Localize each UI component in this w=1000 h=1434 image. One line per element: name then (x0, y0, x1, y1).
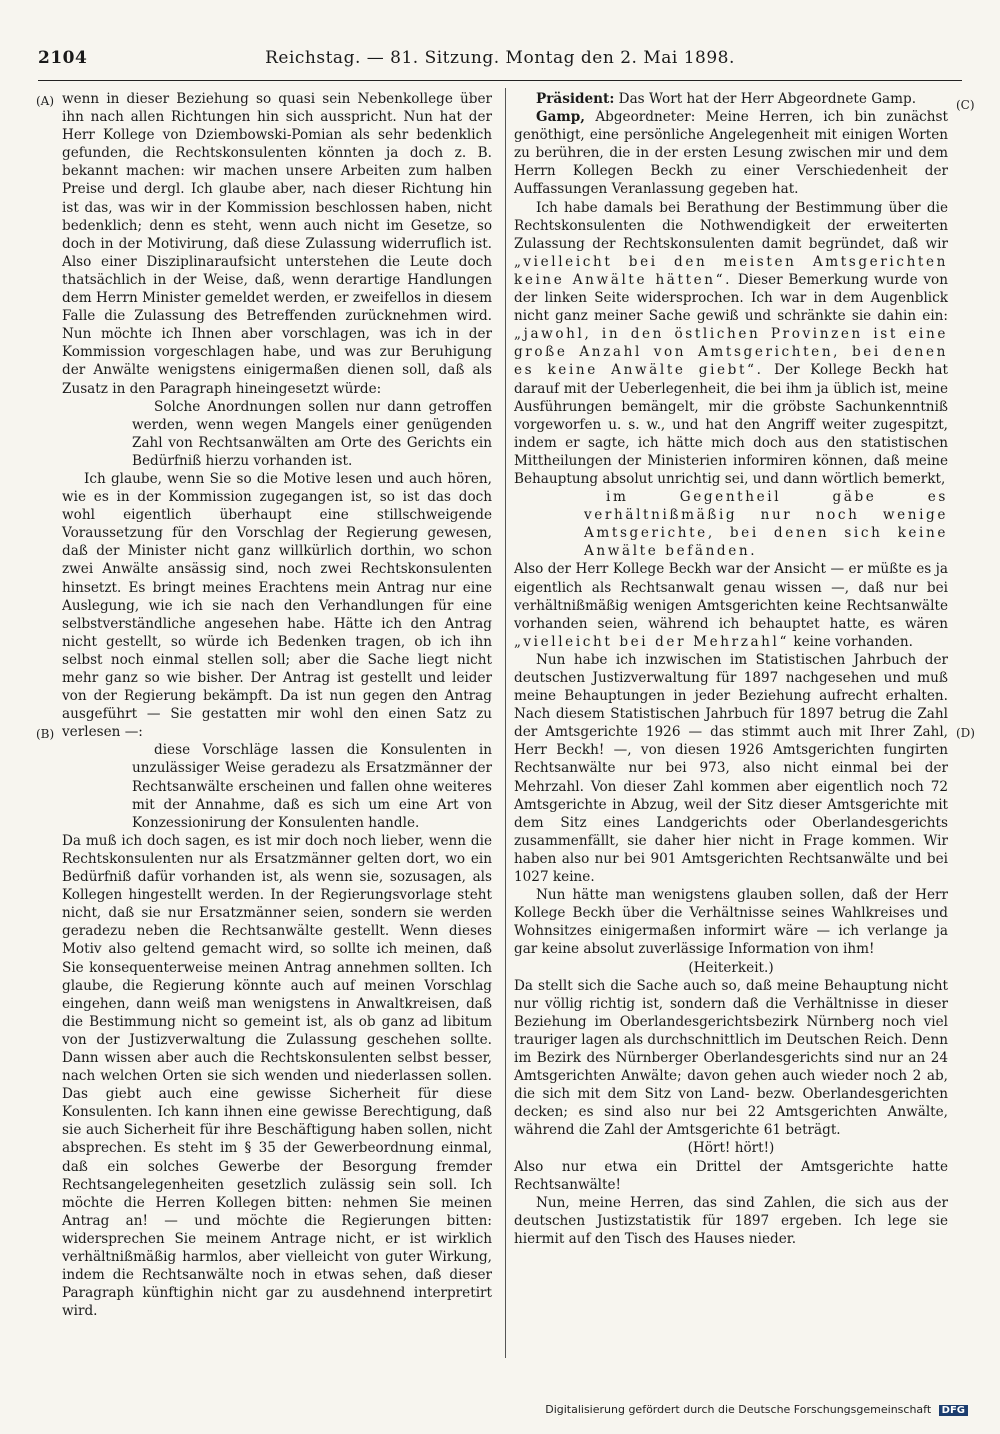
quoted-passage: diese Vorschläge lassen die Konsulenten in unzulässiger Weise geradezu als Ersatzmänner der Rechtsanwälte erscheinen und fallen ohne weiteres mit der Annahme, daß es sich um eine Art von Konzessionirung der Konsulenten handle. (132, 742, 492, 831)
paragraph: Nun hätte man wenigstens glauben sollen, daß der Herr Kollege Beckh über die Verhältnisse seines Wahlkreises und Wohnsitzes einigermaßen informirt wäre — ich verlange ja gar keine absolut zuverlässige Information von ihm! (514, 887, 948, 958)
paragraph: Nun, meine Herren, das sind Zahlen, die sich aus der deutschen Justizstatistik für 1897 ergeben. Ich lege sie hiermit auf den Tisch des Hauses nieder. (514, 1194, 948, 1247)
paragraph: Also nur etwa ein Drittel der Amtsgerichte hatte Rechtsanwälte! (514, 1158, 948, 1193)
quoted-passage: im Gegentheil gäbe es verhältnißmäßig nur noch wenige Amtsgerichte, bei denen sich keine Anwälte befänden. (584, 489, 948, 560)
right-column (514, 90, 948, 1248)
speaker-name: Präsident: (536, 91, 615, 107)
paragraph: Ich glaube, wenn Sie so die Motive lesen und auch hören, wie es in der Kommission zugegangen ist, so ist das doch wohl eigentlich überhaupt eine stillschweigende Voraussetzung für den Vorschlag der Regierung gewesen, daß der Minister nicht ganz willkürlich dorthin, wo schon zwei Anwälte ansässig sind, noch zwei Rechtskonsulenten hinsetzt. Es bringt meines Erachtens mein Antrag nur eine Auslegung, wie ich sie nach den Verhandlungen für eine selbstverständliche angesehen habe. Hätte ich den Antrag nicht gestellt, so würde ich Bedenken tragen, ob ich ihn selbst noch einmal stellen soll; aber die Sache liegt nicht mehr ganz so wie bisher. Der Antrag ist gestellt und leider von der Regierung bekämpft. Da ist nun gegen den Antrag ausgeführt — Sie gestatten mir wohl den einen Satz zu verlesen —: (62, 470, 492, 741)
speaker-line: Gamp, Abgeordneter: Meine Herren, ich bin zunächst genöthigt, eine persönliche Angelegenheit mit einigen Worten zu berühren, die in der ersten Lesung zwischen mir und dem Herrn Kollegen Beckh zu einer Verschiedenheit der Auffassungen Veranlassung gegeben hat. (514, 109, 948, 198)
header-rule (38, 80, 962, 81)
footer-text: Digitalisierung gefördert durch die Deutsche Forschungsgemeinschaft (545, 1403, 932, 1416)
paragraph: Da muß ich doch sagen, es ist mir doch noch lieber, wenn die Rechtskonsulenten nur als Ersatzmänner gelten dort, wo ein Bedürfniß dafür vorhanden ist, als wenn sie, sozusagen, als Kollegen hingestellt werden. In der Regierungsvorlage steht nicht, daß sie nur Ersatzmänner seien, sondern sie werden geradezu neben die Rechtsanwälte gestellt. Wenn dieses Motiv also geltend gemacht wird, so sollte ich meinen, daß Sie konsequenterweise meinen Antrag annehmen sollten. Ich glaube, die Regierung könnte auch auf meinen Vorschlag eingehen, dann weiß man wenigstens in Anwaltkreisen, daß die Bestimmung nicht so gemeint ist, als ob ganz ad libitum von der Justizverwaltung die Zulassung geschehen sollte. Dann wissen aber auch die Rechtskonsulenten selbst besser, nach welchen Orten sie sich wenden und niederlassen sollen. Das giebt auch eine gewisse Sicherheit für diese Konsulenten. Ich kann ihnen eine gewisse Berechtigung, daß sie auch Sicherheit für ihre Beschäftigung haben sollen, nicht absprechen. Es steht im § 35 der Gewerbeordnung einmal, daß ein solches Gewerbe der Besorgung fremder Rechtsangelegenheiten gesetzlich zulässig sein soll. Ich möchte die Herren Kollegen bitten: nehmen Sie meinen Antrag an! — und möchte die Regierungen bitten: widersprechen Sie meinem Antrage nicht, er ist wirklich verhältnißmäßig harmlos, aber vielleicht von guter Wirkung, indem die Rechtsanwälte noch in etwas sehen, daß dieser Paragraph künftighin nicht gar zu ausdehnend interpretirt wird. (62, 832, 492, 1320)
left-column (62, 90, 492, 1320)
paragraph: Ich habe damals bei Berathung der Bestimmung über die Rechtskonsulenten die Nothwendigkeit der erweiterten Zulassung der Rechtskonsulenten damit begründet, daß wir „vielleicht bei den meisten Amtsgerichten keine Anwälte hätten“. Dieser Bemerkung wurde von der linken Seite widersprochen. Ich war in dem Augenblick nicht ganz meiner Sache gewiß und schränkte sie dahin ein: „jawohl, in den östlichen Provinzen ist eine große Anzahl von Amtsgerichten, bei denen es keine Anwälte giebt“. Der Kollege Beckh hat darauf mit der Ueberlegenheit, die bei ihm ja üblich ist, meine Ausführungen bemängelt, mir die gröbste Sachunkenntniß vorgeworfen u. s. w., und hat den Angriff weiter zugespitzt, indem er sagte, ich hätte mich doch aus den statistischen Mittheilungen der Ministerien informiren können, daß meine Behauptung absolut unrichtig sei, und dann wörtlich bemerkt, (514, 199, 948, 487)
dfg-logo: DFG (939, 1405, 968, 1416)
page-header (38, 48, 962, 78)
interjection: (Heiterkeit.) (688, 959, 774, 976)
paragraph: wenn in dieser Beziehung so quasi sein Nebenkollege über ihn nach allen Richtungen hin sich ausspricht. Nun hat der Herr Kollege von Dziembowski-Pomian als sehr bedenklich gefunden, die Rechtskonsulenten könnten ja doch z. B. bekannt machen: wir machen unsere Arbeiten zum halben Preise und dergl. Ich glaube aber, nach dieser Richtung hin ist das, was wir in der Kommission beschlossen haben, nicht bedenklich; denn es steht, wenn auch nicht im Gesetze, so doch in der Motivirung, daß diese Zulassung widerruflich ist. Also einer Disziplinaraufsicht unterstehen die Leute doch thatsächlich in der Weise, daß, wenn derartige Handlungen dem Herrn Minister gemeldet werden, er zweifellos in diesem Falle die Zulassung des Betreffenden zurücknehmen wird. Nun möchte ich Ihnen aber vorschlagen, was ich in der Kommission vorgeschlagen habe, und was zur Beruhigung der Anwälte wenigstens einigermaßen dienen soll, daß als Zusatz in den Paragraph hineingesetzt würde: (62, 91, 492, 397)
speaker-line: Präsident: Das Wort hat der Herr Abgeordnete Gamp. (536, 91, 917, 107)
margin-mark-b: (B) (36, 727, 55, 741)
margin-mark-a: (A) (36, 94, 55, 108)
paragraph: Also der Herr Kollege Beckh war der Ansicht — er müßte es ja eigentlich als Rechtsanwalt genau wissen —, daß nur bei verhältnißmäßig wenigen Amtsgerichten keine Rechtsanwälte vorhanden seien, während ich behauptet hatte, es wären „vielleicht bei der Mehrzahl“ keine vorhanden. (514, 561, 948, 650)
margin-mark-d: (D) (956, 726, 975, 740)
page-title: Reichstag. — 81. Sitzung. Montag den 2. Mai 1898. (265, 48, 735, 68)
quoted-amendment: Solche Anordnungen sollen nur dann getroffen werden, wenn wegen Mangels einer genügenden Zahl von Rechtsanwälten am Orte des Gerichts ein Bedürfniß hierzu vorhanden ist. (132, 398, 492, 469)
column-divider (505, 88, 506, 1358)
paragraph: Da stellt sich die Sache auch so, daß meine Behauptung nicht nur völlig richtig ist, sondern daß die Verhältnisse in dieser Beziehung im Oberlandesgerichtsbezirk Nürnberg noch viel trauriger lagen als durchschnittlich im Deutschen Reich. Denn im Bezirk des Nürnberger Oberlandesgerichts sind nur an 24 Amtsgerichten Anwälte; davon gehen auch wieder noch 2 ab, die sich mit dem Sitz von Land- bezw. Oberlandesgerichten decken; es sind also nur bei 22 Amtsgerichten Anwälte, während die Zahl der Amtsgerichte 61 beträgt. (514, 977, 948, 1139)
interjection: (Hört! hört!) (687, 1140, 775, 1157)
page-number: 2104 (38, 48, 88, 68)
paragraph: Nun habe ich inzwischen im Statistischen Jahrbuch der deutschen Justizverwaltung für 1897 nachgesehen und muß meine Behauptungen in jeder Beziehung aufrecht erhalten. Nach diesem Statistischen Jahrbuch für 1897 betrug die Zahl der Amtsgerichte 1926 — das stimmt auch mit Ihrer Zahl, Herr Beckh! —, von diesen 1926 Amtsgerichten fungirten Rechtsanwälte nur bei 973, also nicht einmal bei der Mehrzahl. Von dieser Zahl kommen aber eigentlich noch 72 Amtsgerichte in Abzug, weil der Sitz dieser Amtsgerichte mit dem Sitz eines Landgerichts oder Oberlandesgerichts zusammenfällt, sie daher hier nicht in Frage kommen. Wir haben also nur bei 901 Amtsgerichten Rechtsanwälte und bei 1027 keine. (514, 651, 948, 886)
speaker-name: Gamp, (536, 109, 586, 126)
margin-mark-c: (C) (956, 98, 975, 112)
footer-credit (545, 1403, 968, 1416)
